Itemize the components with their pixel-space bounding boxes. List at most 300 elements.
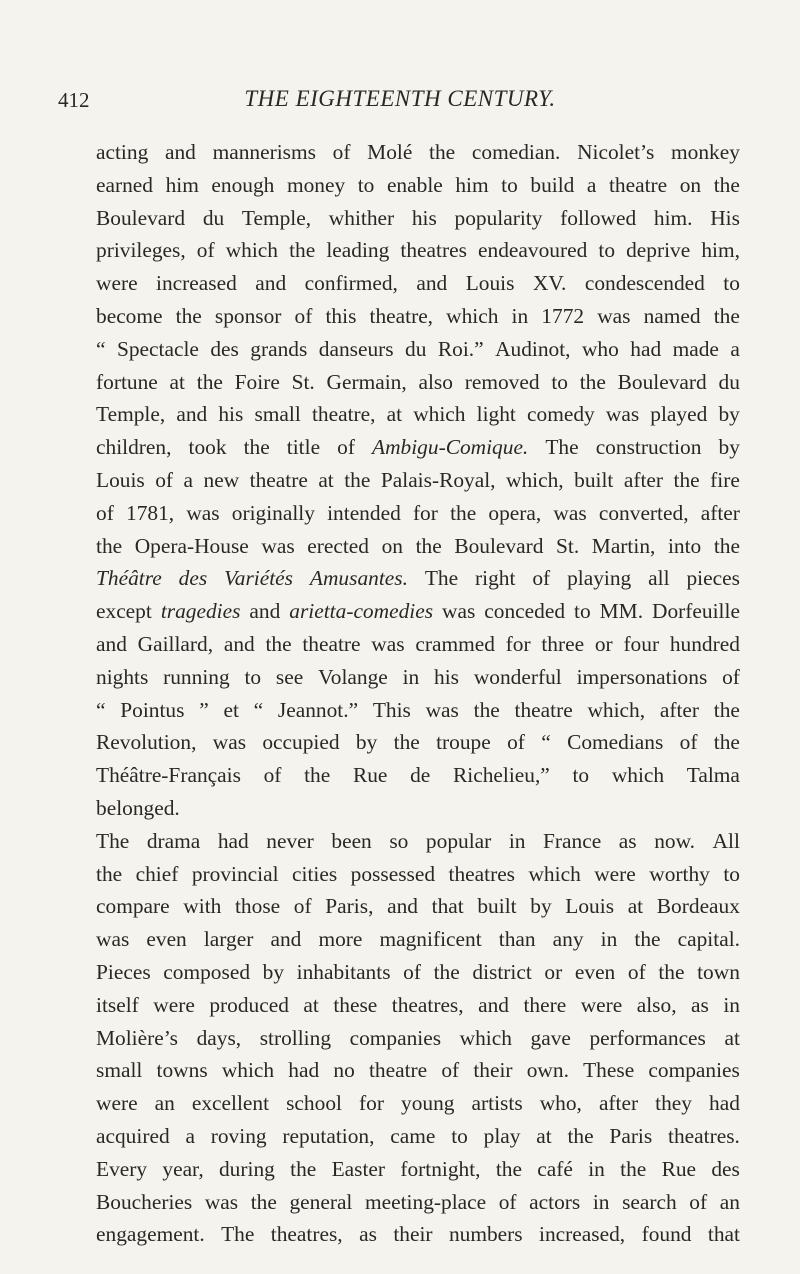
word: of — [441, 1058, 460, 1083]
word: were — [96, 271, 138, 296]
word: who — [581, 336, 619, 361]
word: and — [255, 271, 287, 296]
word: ” — [199, 697, 209, 722]
word: also — [418, 369, 453, 394]
word: engagement. — [96, 1222, 205, 1247]
word: by — [530, 894, 552, 919]
word: by — [718, 435, 740, 460]
word: new — [203, 467, 240, 492]
word: theatre, — [369, 303, 434, 328]
word: construction — [595, 435, 702, 460]
word: “ — [253, 697, 264, 722]
word: built — [477, 894, 517, 919]
word: that — [707, 1222, 740, 1247]
word: performances — [589, 1025, 706, 1050]
word: him — [165, 172, 199, 197]
word: the — [620, 1156, 647, 1181]
word: produced — [209, 992, 289, 1017]
word: young — [401, 1091, 455, 1116]
word: popular — [425, 828, 492, 853]
word: chief — [135, 861, 179, 886]
word: monkey — [671, 140, 740, 164]
word: Louis — [96, 467, 145, 492]
word: which — [221, 1058, 275, 1083]
word: meeting-place — [364, 1189, 487, 1214]
text-line — [96, 726, 740, 759]
word: by — [262, 959, 285, 984]
word: was — [442, 599, 476, 624]
word: sponsor — [214, 303, 282, 328]
word: on — [679, 172, 702, 197]
word: occupied — [262, 730, 340, 755]
word: to — [572, 763, 590, 788]
word: theatre — [514, 697, 573, 722]
word: become — [96, 303, 163, 328]
word: theatres, — [391, 992, 464, 1017]
word: built — [574, 467, 614, 492]
word: were — [153, 992, 195, 1017]
word: Ambigu-Comique. — [372, 435, 529, 460]
word: and — [249, 599, 281, 624]
word: theatres — [448, 861, 516, 886]
word: came — [390, 1123, 436, 1148]
word: the — [429, 140, 456, 164]
word: his — [411, 205, 437, 230]
word: St. — [556, 533, 580, 558]
word: by — [718, 402, 740, 427]
word: pieces — [686, 566, 740, 591]
word: Paris — [609, 1123, 653, 1148]
word: France — [543, 828, 602, 853]
word: towns — [156, 1058, 208, 1083]
word: numbers — [448, 1222, 523, 1247]
word: grands — [250, 336, 308, 361]
word: of — [679, 730, 698, 755]
word: “ — [541, 730, 551, 755]
word: their — [473, 1058, 513, 1083]
word: the — [96, 533, 123, 558]
word: theatres — [400, 238, 467, 263]
word: a — [730, 336, 740, 361]
word: The — [221, 1222, 255, 1247]
word: 1772 — [541, 303, 585, 328]
word: an — [719, 1189, 740, 1214]
word: the — [713, 533, 740, 558]
word: made — [672, 336, 719, 361]
word: the — [243, 435, 270, 460]
word: fortune — [96, 369, 158, 394]
word: acquired — [96, 1123, 170, 1148]
word: privileges, — [96, 238, 186, 263]
word: and — [270, 927, 302, 952]
word: was — [261, 533, 295, 558]
word: district — [472, 959, 532, 984]
word: XV. — [532, 271, 567, 296]
word: his — [434, 664, 460, 689]
word: the — [450, 500, 477, 525]
word: and — [387, 894, 418, 919]
text-line — [96, 267, 740, 300]
word: than — [498, 927, 536, 952]
word: and — [164, 140, 196, 164]
word: Easter — [331, 1156, 386, 1181]
word: Pieces — [96, 959, 151, 984]
word: Louis — [565, 894, 615, 919]
word: of — [532, 566, 551, 591]
word: him, — [701, 238, 740, 263]
word: which — [611, 763, 665, 788]
word: played — [650, 402, 708, 427]
word: to — [723, 861, 740, 886]
body-text — [96, 136, 740, 1251]
word: du — [718, 369, 740, 394]
text-line — [96, 464, 740, 497]
word: town — [697, 959, 740, 984]
word: at — [169, 369, 185, 394]
word: to — [451, 1123, 468, 1148]
word: possessed — [350, 861, 436, 886]
word: to — [574, 599, 591, 624]
word: des — [178, 566, 208, 591]
word: of — [96, 500, 114, 525]
word: of — [498, 1189, 517, 1214]
word: Jeannot.” — [277, 697, 359, 722]
word: to — [723, 271, 740, 296]
word: Spectacle — [116, 336, 199, 361]
word: their — [393, 1222, 433, 1247]
word: theatre — [249, 467, 308, 492]
text-line — [96, 661, 740, 694]
word: condescended — [584, 271, 705, 296]
word: actors — [529, 1189, 581, 1214]
word: was — [212, 730, 247, 755]
word: which — [459, 1025, 512, 1050]
word: converted, — [598, 500, 689, 525]
word: Germain, — [326, 369, 407, 394]
word: Boucheries — [96, 1189, 193, 1214]
word: was — [553, 500, 587, 525]
word: Théâtre — [96, 566, 162, 591]
word: “ — [96, 336, 106, 361]
text-line — [96, 562, 740, 595]
word: after — [598, 1091, 639, 1116]
word: or — [544, 959, 563, 984]
word: companies — [349, 1025, 442, 1050]
word: Variétés — [224, 566, 293, 591]
word: after — [700, 500, 740, 525]
word: was — [186, 500, 220, 525]
word: title — [286, 435, 321, 460]
page-number: 412 — [58, 88, 90, 112]
word: intended — [327, 500, 401, 525]
text-line — [96, 628, 740, 661]
text-line — [96, 1218, 740, 1251]
word: de — [410, 763, 431, 788]
word: and — [176, 402, 208, 427]
word: in — [588, 1156, 605, 1181]
word: the — [175, 303, 202, 328]
text-line — [96, 1087, 740, 1120]
word: reputation, — [282, 1123, 375, 1148]
word: roving — [210, 1123, 267, 1148]
word: took — [188, 435, 227, 460]
word: of — [263, 763, 282, 788]
word: erected — [307, 533, 369, 558]
word: in — [402, 664, 420, 689]
word: the — [567, 1123, 594, 1148]
word: at — [386, 402, 403, 427]
word: originally — [231, 500, 315, 525]
word: This — [372, 697, 411, 722]
word: troupe — [436, 730, 491, 755]
word: as — [618, 828, 637, 853]
word: was — [605, 402, 640, 427]
text-line — [96, 956, 740, 989]
word: Richelieu,” — [452, 763, 550, 788]
word: more — [318, 927, 363, 952]
text-line — [96, 890, 740, 923]
word: even — [574, 959, 616, 984]
word: worthy — [649, 861, 710, 886]
word: “ — [96, 697, 106, 722]
text-line — [96, 398, 740, 431]
word: Boulevard — [617, 369, 707, 394]
word: of — [403, 959, 421, 984]
word: Pointus — [120, 697, 185, 722]
word: capital. — [677, 927, 740, 952]
word: followed — [560, 205, 637, 230]
word: Foire — [234, 369, 280, 394]
word: the — [265, 631, 292, 656]
word: on — [381, 533, 403, 558]
word: earned — [96, 172, 153, 197]
word: cities — [292, 861, 338, 886]
word: fire — [710, 467, 740, 492]
word: impersonations — [576, 664, 708, 689]
text-line — [96, 431, 740, 464]
word: also, — [636, 992, 677, 1017]
word: Temple, — [96, 402, 166, 427]
word: for — [412, 500, 438, 525]
word: to — [598, 238, 616, 263]
word: 1781, — [126, 500, 175, 525]
word: the — [393, 730, 420, 755]
word: and — [478, 992, 509, 1017]
word: the — [289, 238, 316, 263]
word: Rue — [352, 763, 388, 788]
word: Comedians — [567, 730, 664, 755]
word: of — [627, 959, 646, 984]
word: as — [691, 992, 709, 1017]
word: Molière’s — [96, 1025, 178, 1050]
word: the — [304, 763, 331, 788]
word: strolling — [259, 1025, 332, 1050]
text-line — [96, 858, 740, 891]
word: the — [495, 1156, 522, 1181]
word: opera, — [488, 500, 542, 525]
word: Nicolet’s — [577, 140, 655, 164]
word: small — [96, 1058, 143, 1083]
word: never — [266, 828, 314, 853]
word: so — [389, 828, 409, 853]
word: Martin, — [591, 533, 656, 558]
word: comedian. — [471, 140, 561, 164]
word: Audinot, — [495, 336, 571, 361]
word: nights — [96, 664, 149, 689]
word: the — [290, 1156, 317, 1181]
word: him — [455, 172, 489, 197]
word: MM. — [599, 599, 644, 624]
word: to — [501, 172, 518, 197]
word: Molé — [367, 140, 413, 164]
word: Palais-Royal, — [380, 467, 496, 492]
word: of — [293, 894, 312, 919]
word: Volange — [318, 664, 388, 689]
word: had — [630, 336, 662, 361]
word: endeavoured — [478, 238, 588, 263]
word: the — [658, 959, 685, 984]
text-line — [96, 595, 740, 628]
word: were — [580, 992, 623, 1017]
word: been — [331, 828, 372, 853]
word: or — [594, 631, 613, 656]
word: All — [712, 828, 740, 853]
word: into — [667, 533, 702, 558]
word: enable — [386, 172, 443, 197]
word: had — [217, 828, 249, 853]
word: theatres. — [668, 1123, 740, 1148]
word: provincial — [191, 861, 279, 886]
word: any — [552, 927, 584, 952]
word: Roi.” — [437, 336, 484, 361]
word: the — [250, 1189, 277, 1214]
word: mannerisms — [212, 140, 316, 164]
word: wonderful — [473, 664, 562, 689]
text-line — [96, 759, 740, 792]
word: hundred — [669, 631, 740, 656]
word: companies — [648, 1058, 740, 1083]
word: was — [96, 927, 130, 952]
word: an — [154, 1091, 175, 1116]
word: light — [476, 402, 516, 427]
word: at — [627, 894, 644, 919]
word: which, — [506, 467, 564, 492]
word: of — [294, 303, 313, 328]
word: confirmed, — [304, 271, 398, 296]
word: in — [508, 828, 526, 853]
text-line — [96, 202, 740, 235]
text-line — [96, 694, 740, 727]
word: The — [545, 435, 579, 460]
word: St. — [291, 369, 315, 394]
text-line — [96, 1120, 740, 1153]
word: Rue — [661, 1156, 697, 1181]
word: Dorfeuille — [652, 599, 740, 624]
word: with — [183, 894, 222, 919]
word: playing — [567, 566, 632, 591]
text-line — [96, 333, 740, 366]
page-header — [58, 86, 742, 116]
word: year, — [162, 1156, 204, 1181]
word: by — [355, 730, 378, 755]
word: three — [541, 631, 585, 656]
word: Temple, — [241, 205, 312, 230]
word: theatre — [302, 631, 361, 656]
word: a — [185, 1123, 195, 1148]
word: after — [623, 467, 664, 492]
text-line — [96, 136, 740, 169]
word: own. — [526, 1058, 569, 1083]
word: all — [648, 566, 670, 591]
word: now. — [654, 828, 695, 853]
word: theatre — [368, 1058, 428, 1083]
word: running — [163, 664, 230, 689]
word: theatre, — [311, 402, 376, 427]
word: and — [223, 631, 255, 656]
word: of — [332, 140, 351, 164]
word: the — [713, 172, 740, 197]
word: see — [275, 664, 304, 689]
word: they — [655, 1091, 692, 1116]
word: theatre — [608, 172, 668, 197]
word: of — [507, 730, 525, 755]
word: which — [446, 303, 499, 328]
word: deprive — [626, 238, 691, 263]
text-line — [96, 366, 740, 399]
word: play — [483, 1123, 521, 1148]
word: gave — [530, 1025, 571, 1050]
word: at — [303, 992, 319, 1017]
word: the — [196, 369, 223, 394]
word: in — [511, 303, 529, 328]
word: excellent — [191, 1091, 270, 1116]
word: Gaillard, — [137, 631, 214, 656]
word: were — [594, 861, 636, 886]
word: the — [713, 697, 740, 722]
word: of — [155, 467, 174, 492]
word: that — [431, 894, 464, 919]
word: which — [528, 861, 581, 886]
word: des — [210, 336, 239, 361]
word: which — [225, 238, 278, 263]
word: the — [579, 369, 606, 394]
word: belonged. — [96, 795, 180, 820]
word: Théâtre-Français — [96, 763, 241, 788]
word: build — [530, 172, 575, 197]
word: the — [634, 927, 661, 952]
word: Every — [96, 1156, 148, 1181]
word: right — [475, 566, 516, 591]
word: a — [183, 467, 194, 492]
text-line — [96, 530, 740, 563]
word: danseurs — [318, 336, 394, 361]
word: theatres, — [270, 1222, 343, 1247]
word: as — [359, 1222, 377, 1247]
word: children, — [96, 435, 172, 460]
word: who, — [539, 1091, 582, 1116]
text-line — [96, 234, 740, 267]
word: these — [333, 992, 378, 1017]
word: the — [673, 467, 700, 492]
word: composed — [163, 959, 251, 984]
word: Talma — [686, 763, 740, 788]
word: in — [600, 927, 618, 952]
word: small — [254, 402, 301, 427]
word: of — [689, 1189, 708, 1214]
text-line — [96, 169, 740, 202]
word: for — [505, 631, 531, 656]
word: acting — [96, 140, 149, 164]
